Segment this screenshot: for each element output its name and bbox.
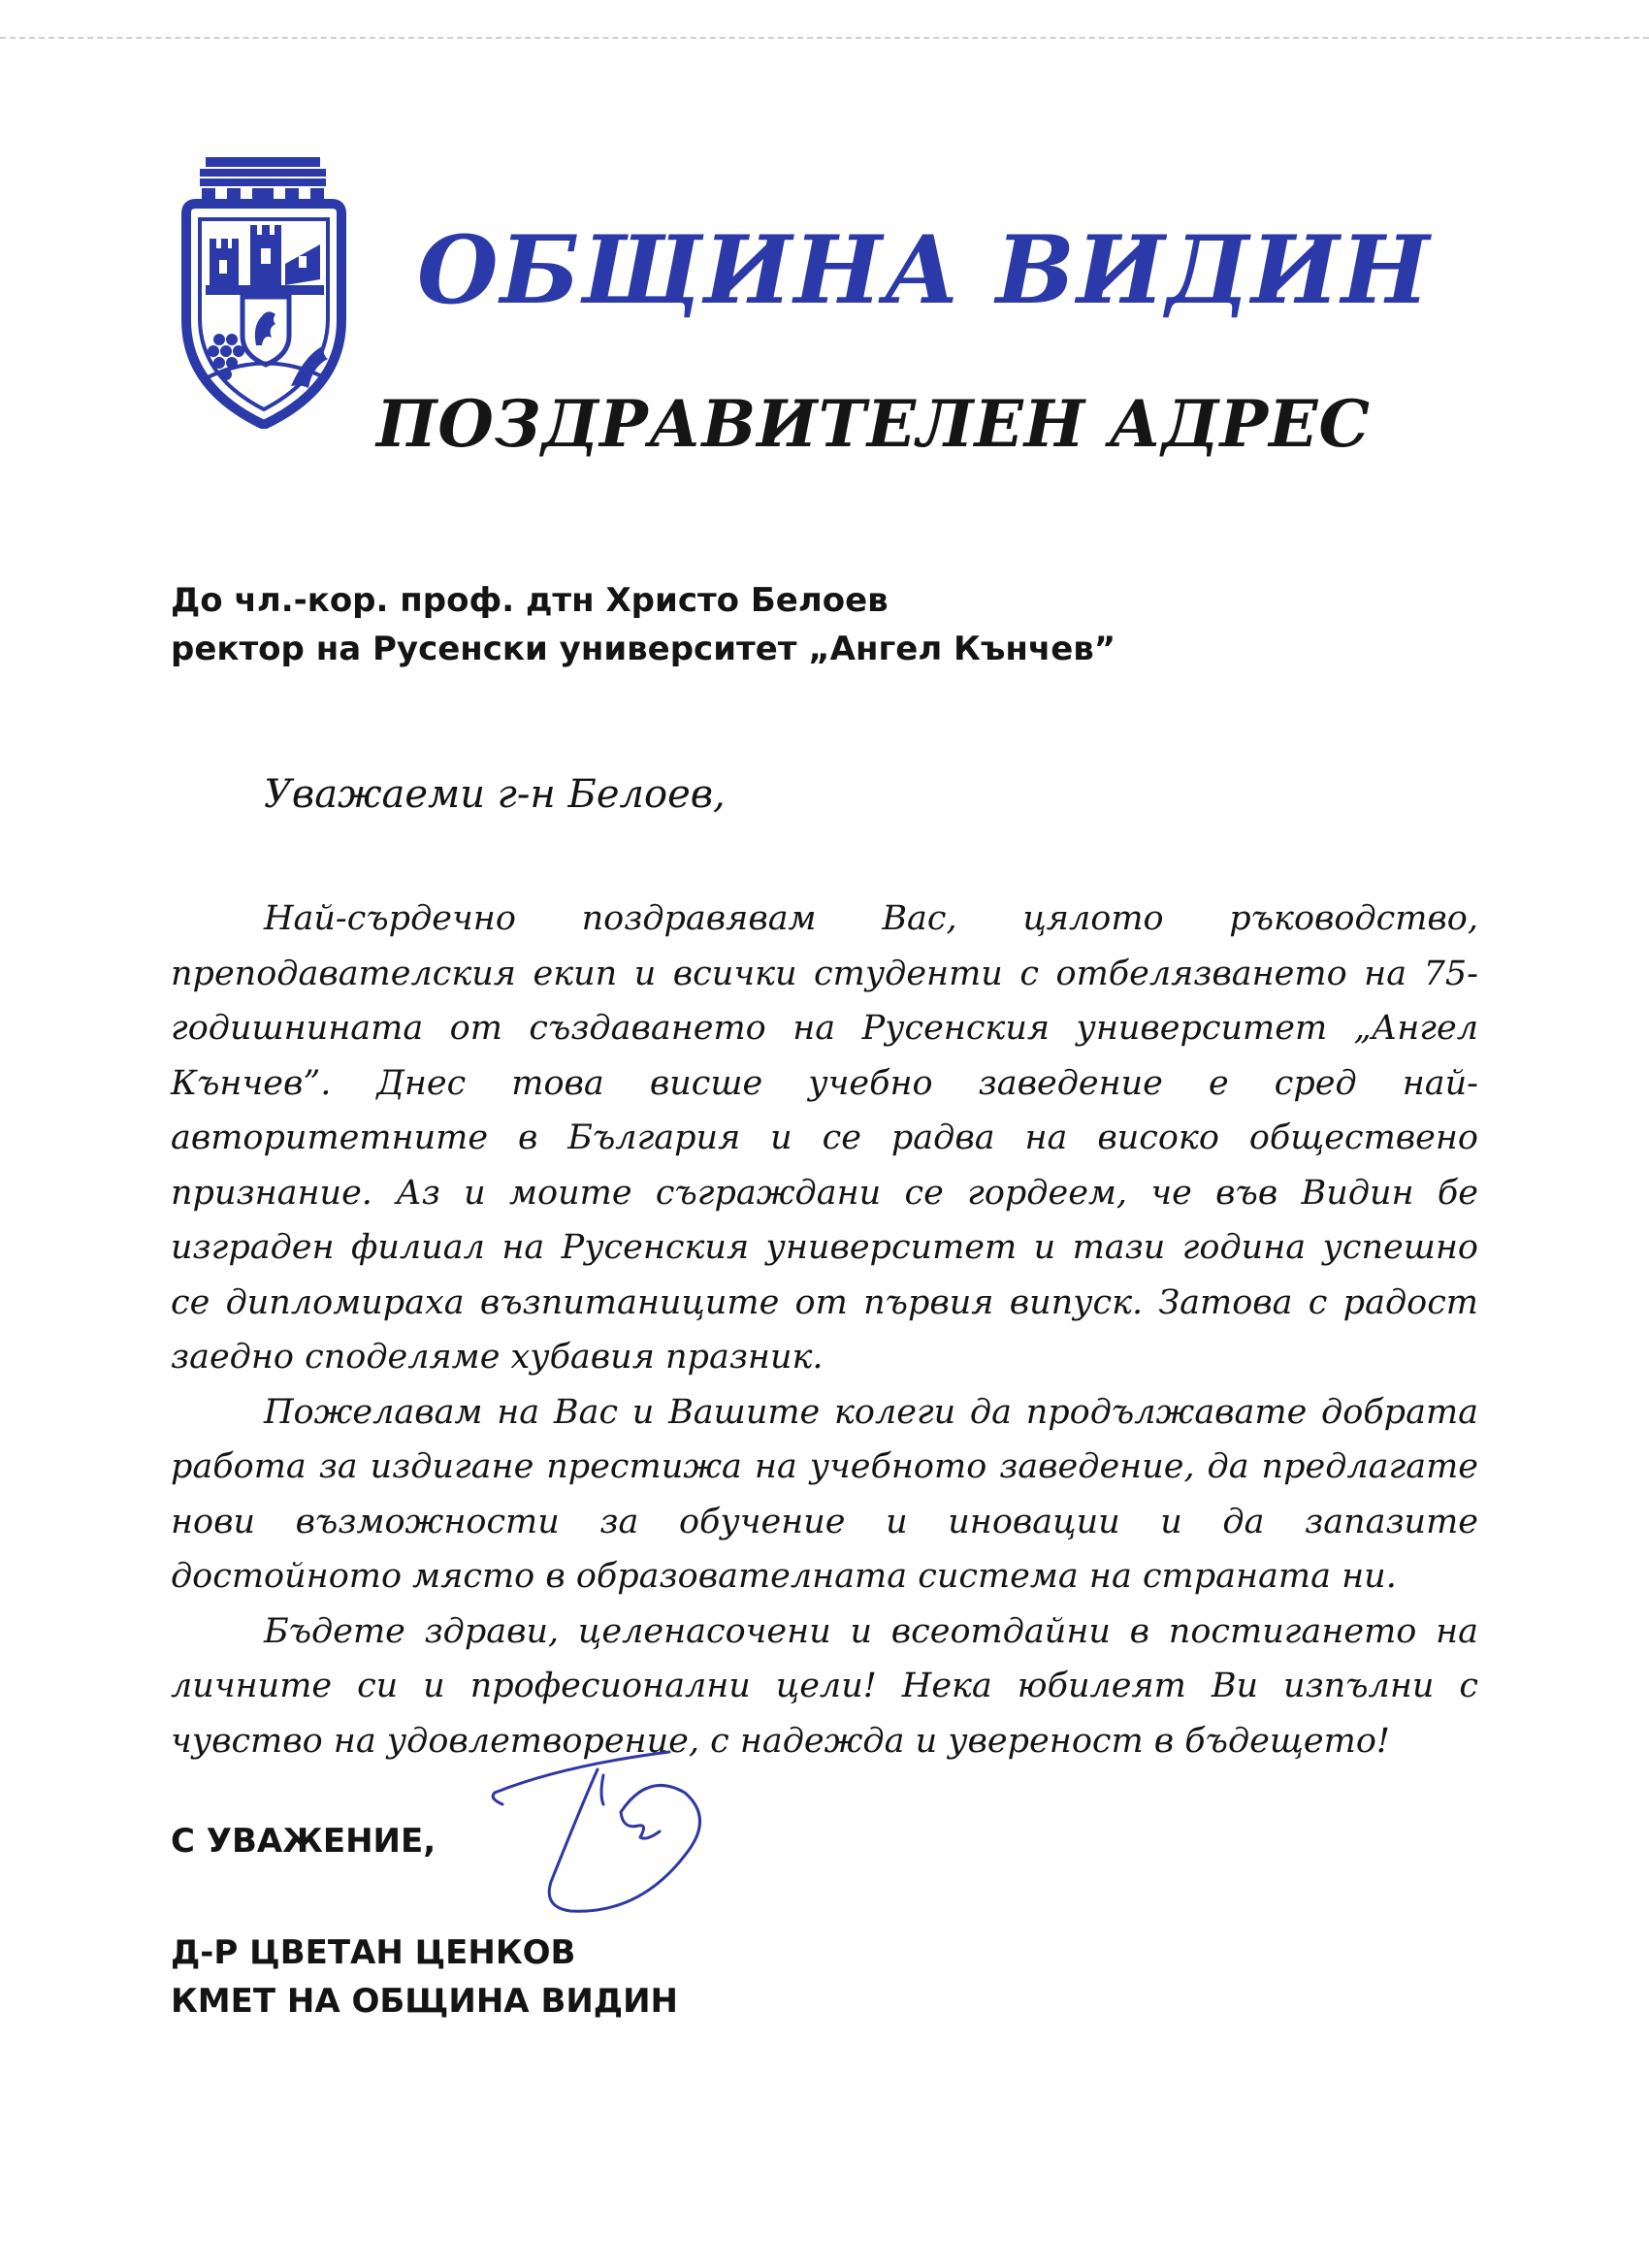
recipient-block <box>171 576 1116 673</box>
top-divider <box>0 37 1649 39</box>
document-title: ПОЗДРАВИТЕЛЕН АДРЕС <box>376 386 1371 462</box>
signatory-position: КМЕТ НА ОБЩИНА ВИДИН <box>171 1982 678 2021</box>
recipient-line: До чл.-кор. проф. дтн Христо Белоев <box>171 581 889 620</box>
municipality-name: ОБЩИНА ВИДИН <box>417 215 1432 325</box>
handwritten-signature <box>475 1736 766 1930</box>
body-paragraph: Пожелавам на Вас и Вашите колеги да продължавате добрата работа за издигане престижа на учебното заведение, да предлагате нови възможности за обучение и иновации и да запазите достойното място в образователната система на страната ни. <box>171 1392 1478 1596</box>
recipient-line: ректор на Русенски университет „Ангел Кънчев” <box>171 630 1116 668</box>
body-paragraph: Бъдете здрави, целенасочени и всеотдайни в постигането на личните си и професионални цели! Нека юбилеят Ви изпълни с чувство на удовлетворение, с надежда и увереност в бъдещето! <box>171 1611 1478 1761</box>
salutation: Уважаеми г-н Белоев, <box>264 772 726 817</box>
signatory-block <box>171 1928 678 2025</box>
vidin-coat-of-arms-icon <box>167 155 361 429</box>
body-paragraph: Най-сърдечно поздравявам Вас, цялото ръководство, преподавателския екип и всички студенти с отбелязването на 75-годишнината от създаването на Русенския университет „Ангел Кънчев”. Днес това висше учебно заведение е сред най-авторитетните в България и се радва на високо обществено признание. Аз и моите съграждани се гордеем, че във Видин бе изграден филиал на Русенския университет и тази година успешно се дипломираха възпитаниците от първия випуск. Затова с радост заедно споделяме хубавия празник. <box>171 899 1478 1377</box>
letter-body <box>171 891 1478 1768</box>
signatory-name: Д-Р ЦВЕТАН ЦЕНКОВ <box>171 1933 576 1972</box>
closing-phrase: С УВАЖЕНИЕ, <box>171 1822 436 1861</box>
